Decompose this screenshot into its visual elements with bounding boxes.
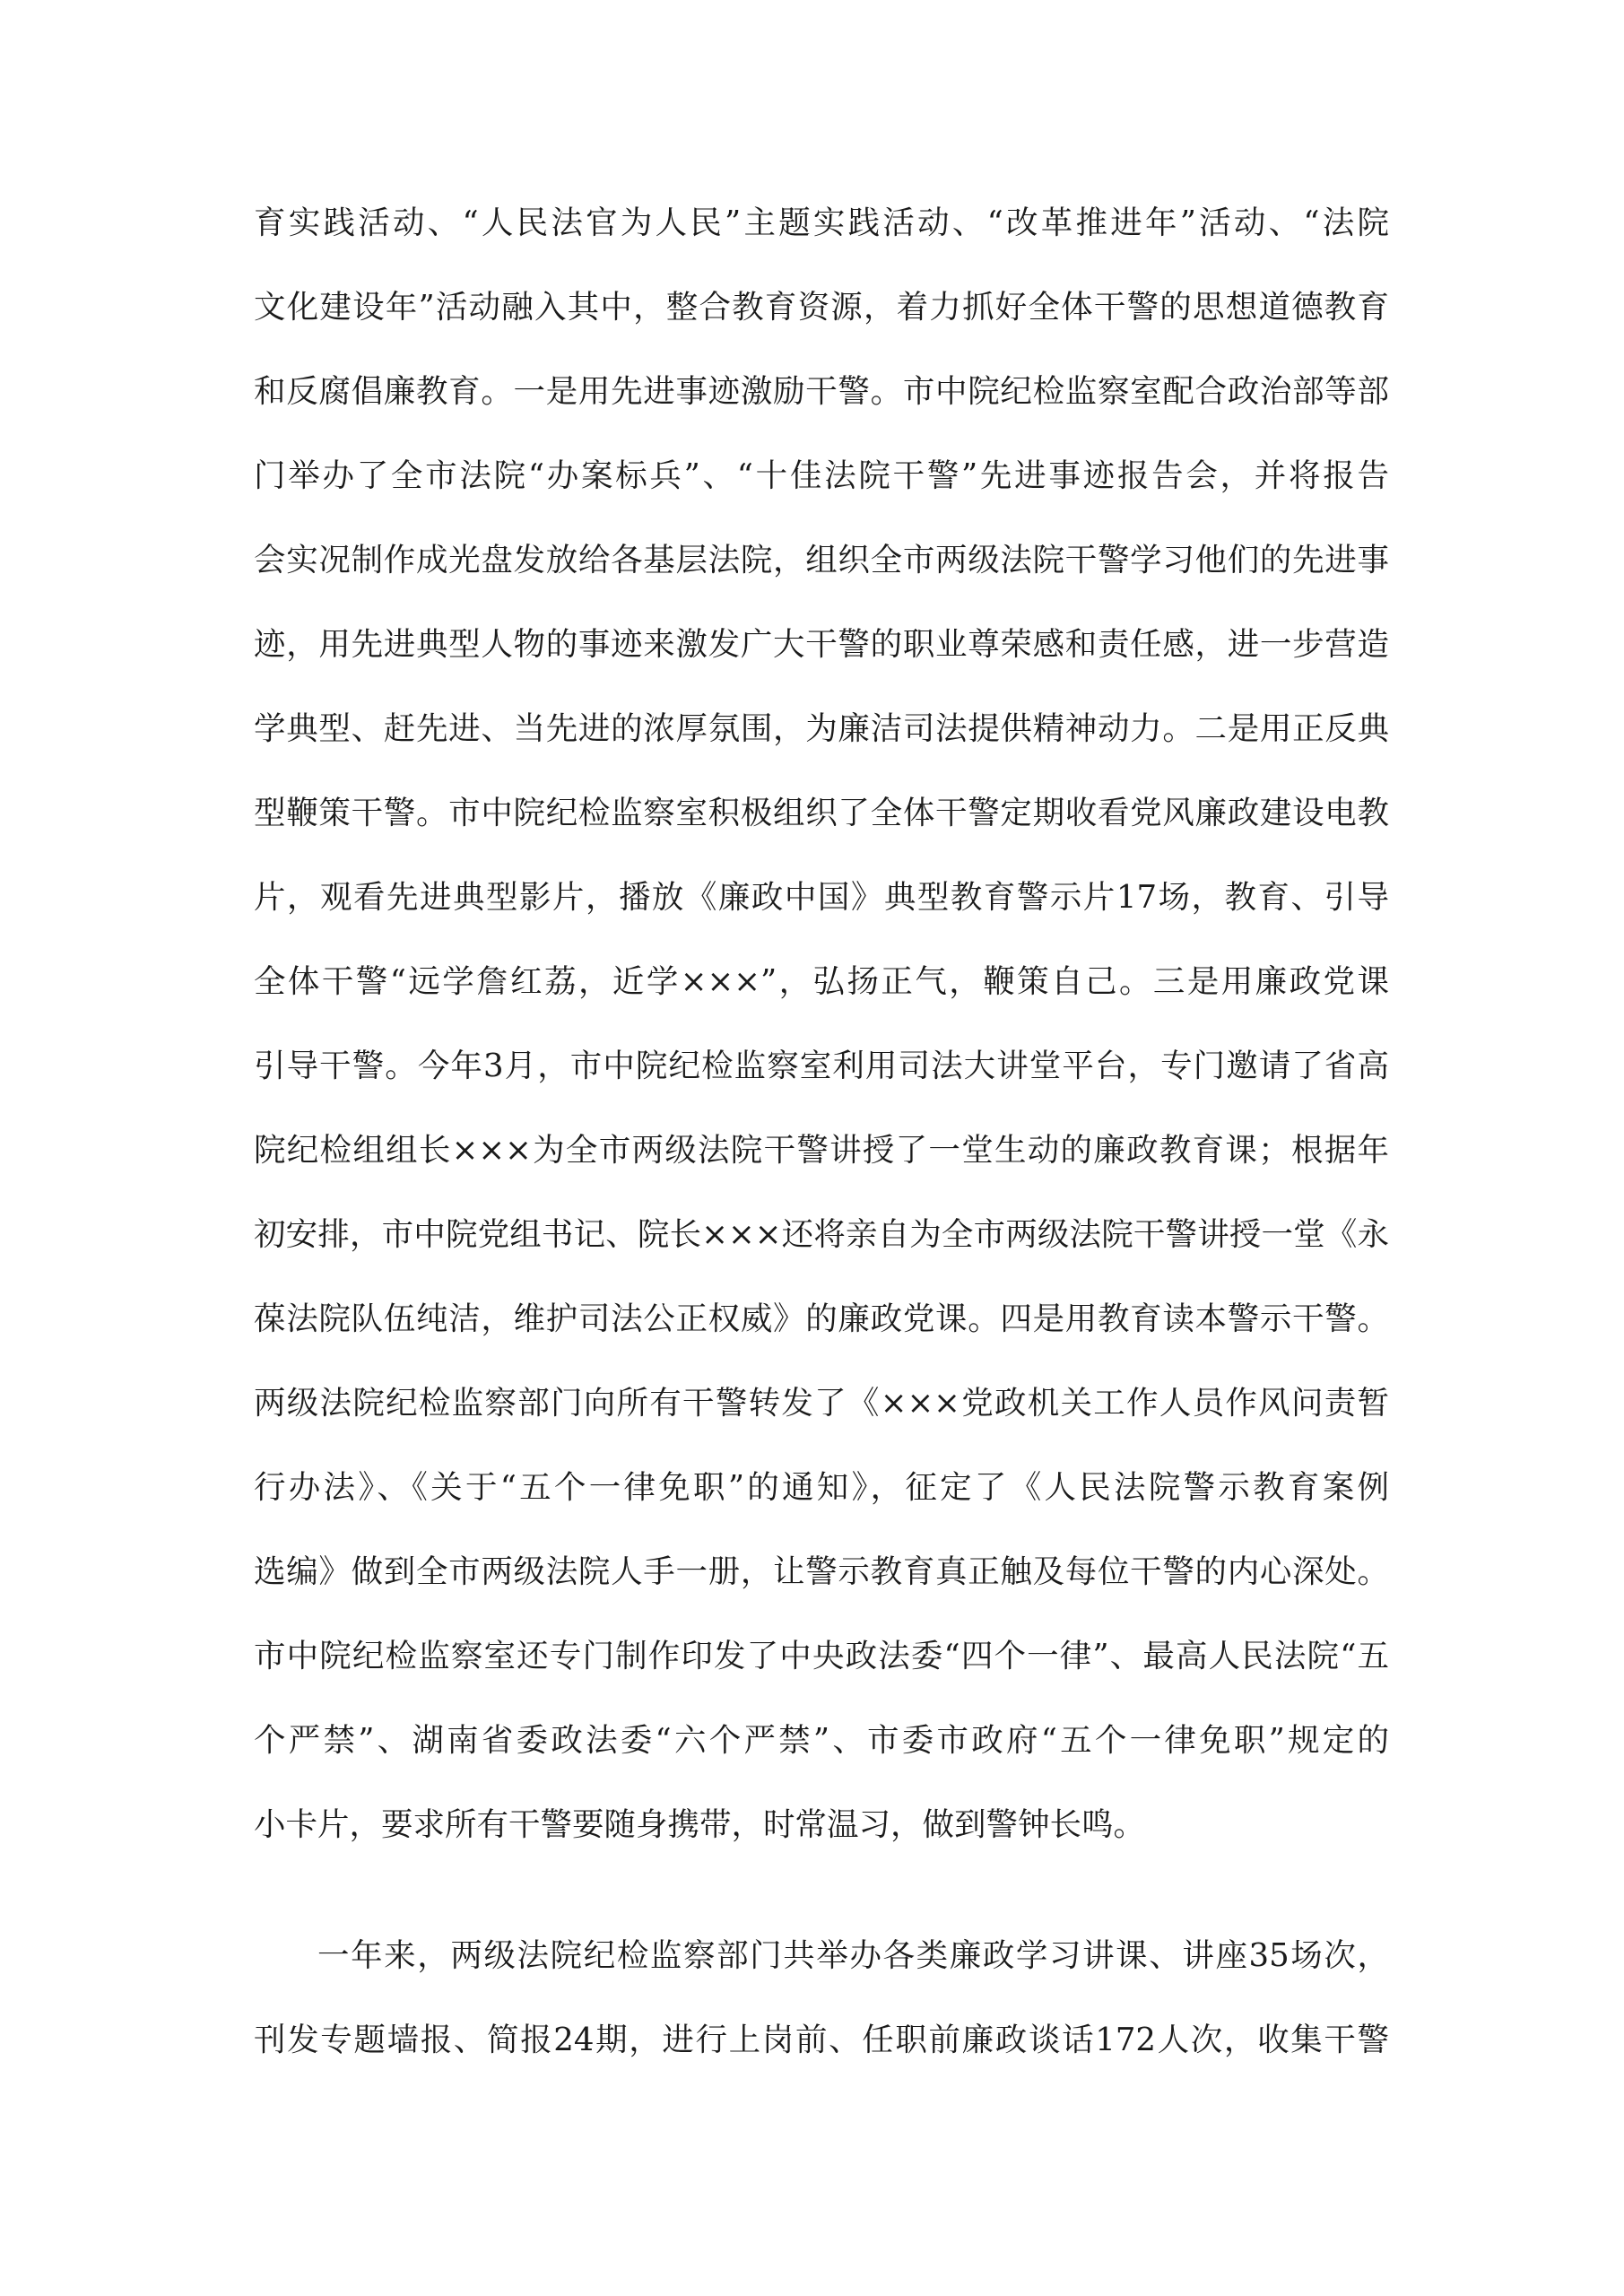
text-line: 会实况制作成光盘发放给各基层法院，组织全市两级法院干警学习他们的先进事 (254, 542, 1389, 578)
text-line: 小卡片，要求所有干警要随身携带，时常温习，做到警钟长鸣。 (254, 1806, 1146, 1843)
text-line: 门举办了全市法院“办案标兵”、“十佳法院干警”先进事迹报告会，并将报告 (254, 457, 1389, 494)
text-line: 两级法院纪检监察部门向所有干警转发了《×××党政机关工作人员作风问责暂 (254, 1385, 1389, 1422)
text-line: 刊发专题墙报、简报24期，进行上岗前、任职前廉政谈话172人次，收集干警 (254, 2022, 1389, 2058)
text-line: 一年来，两级法院纪检监察部门共举办各类廉政学习讲课、讲座35场次， (317, 1937, 1389, 1974)
text-line: 迹，用先进典型人物的事迹来激发广大干警的职业尊荣感和责任感，进一步营造 (254, 626, 1389, 663)
text-line: 学典型、赶先进、当先进的浓厚氛围，为廉洁司法提供精神动力。二是用正反典 (254, 710, 1389, 747)
text-line: 行办法》、《关于“五个一律免职”的通知》，征定了《人民法院警示教育案例 (254, 1469, 1389, 1506)
text-line: 和反腐倡廉教育。一是用先进事迹激励干警。市中院纪检监察室配合政治部等部 (254, 373, 1389, 410)
text-line: 型鞭策干警。市中院纪检监察室积极组织了全体干警定期收看党风廉政建设电教 (254, 795, 1389, 831)
text-line: 文化建设年”活动融入其中，整合教育资源，着力抓好全体干警的思想道德教育 (254, 289, 1389, 326)
text-line: 初安排，市中院党组书记、院长×××还将亲自为全市两级法院干警讲授一堂《永 (254, 1216, 1389, 1253)
text-line: 全体干警“远学詹红荔，近学×××”，弘扬正气，鞭策自己。三是用廉政党课 (254, 963, 1389, 1000)
text-line: 个严禁”、湖南省委政法委“六个严禁”、市委市政府“五个一律免职”规定的 (254, 1722, 1389, 1759)
text-line: 选编》做到全市两级法院人手一册，让警示教育真正触及每位干警的内心深处。 (254, 1553, 1389, 1590)
text-line: 院纪检组组长×××为全市两级法院干警讲授了一堂生动的廉政教育课；根据年 (254, 1132, 1389, 1169)
text-line: 片，观看先进典型影片，播放《廉政中国》典型教育警示片17场，教育、引导 (254, 879, 1389, 916)
text-line: 市中院纪检监察室还专门制作印发了中央政法委“四个一律”、最高人民法院“五 (254, 1638, 1389, 1674)
text-line: 育实践活动、“人民法官为人民”主题实践活动、“改革推进年”活动、“法院 (254, 204, 1389, 241)
text-line: 葆法院队伍纯洁，维护司法公正权威》的廉政党课。四是用教育读本警示干警。 (254, 1300, 1389, 1337)
text-line: 引导干警。今年3月，市中院纪检监察室利用司法大讲堂平台，专门邀请了省高 (254, 1048, 1389, 1084)
